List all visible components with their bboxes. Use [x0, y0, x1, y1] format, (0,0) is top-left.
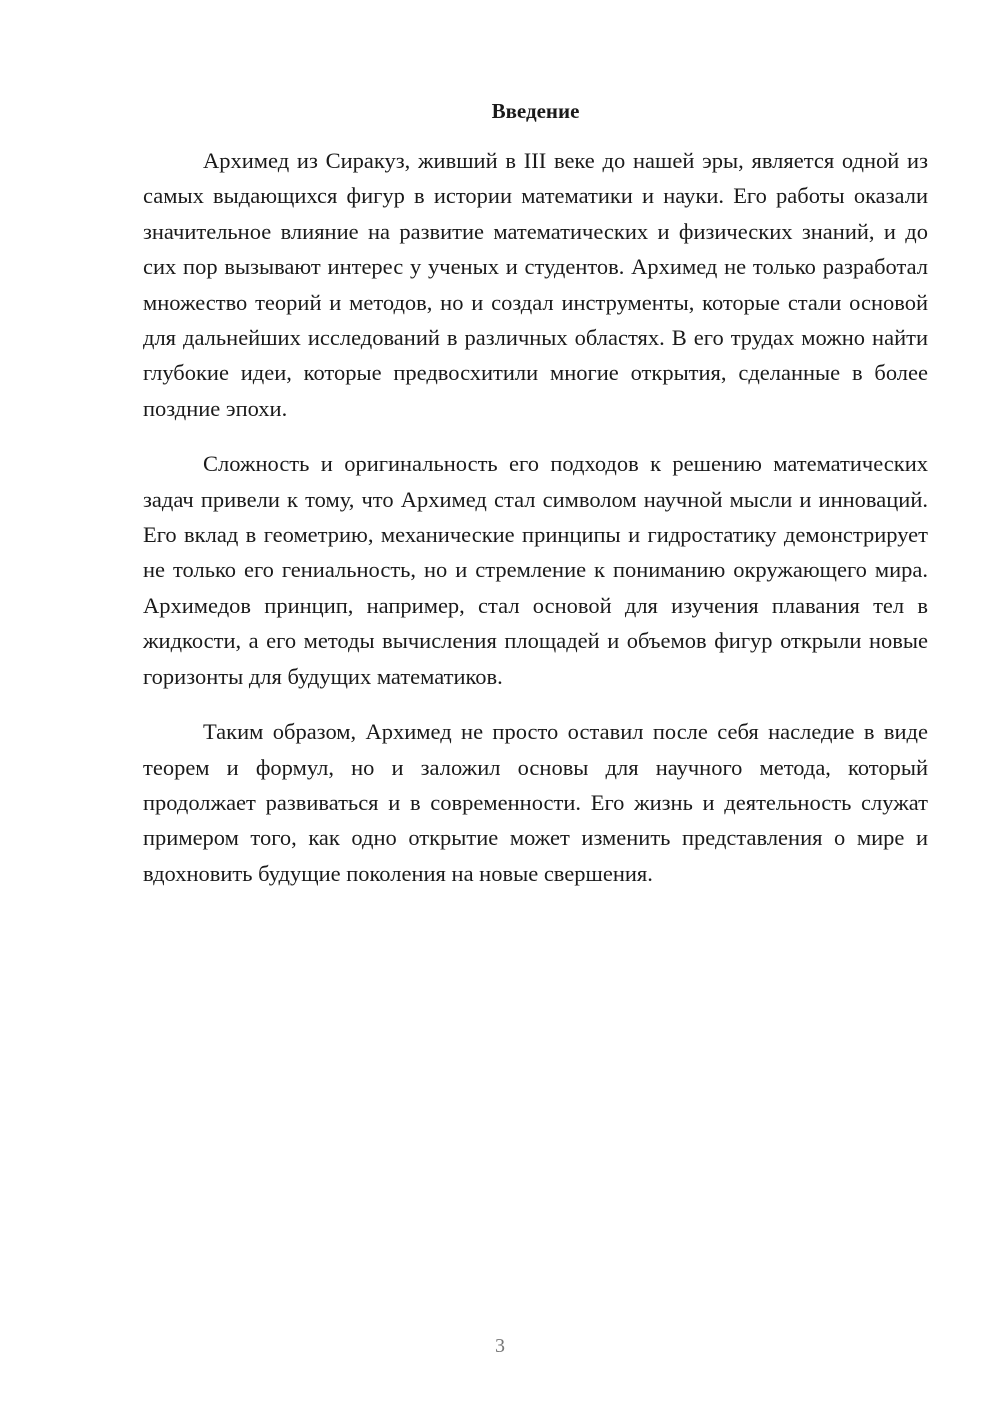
paragraph-intro: Архимед из Сиракуз, живший в III веке до нашей эры, является одной из самых выдающихся фигур в истории математики и науки. Его работы оказали значительное влияние на развитие математических и физических знаний, и до сих пор вызывают интерес у ученых и студентов. Архимед не только разработал множество теорий и методов, но и создал инструменты, которые стали основой для дальнейших исследований в различных областях. В его трудах можно найти глубокие идеи, которые предвосхитили многие открытия, сделанные в более поздние эпохи.: [143, 148, 928, 421]
paragraph-complexity: Сложность и оригинальность его подходов к решению математических задач привели к тому, что Архимед стал символом научной мысли и инноваций. Его вклад в геометрию, механические принципы и гидростатику демонстрирует не только его гениальность, но и стремление к пониманию окружающего мира. Архимедов принцип, например, стал основой для изучения плавания тел в жидкости, а его методы вычисления площадей и объемов фигур открыли новые горизонты для будущих математиков.: [143, 451, 928, 689]
page-number: 3: [495, 1335, 505, 1357]
paragraph-conclusion: Таким образом, Архимед не просто оставил после себя наследие в виде теорем и формул, но и заложил основы для научного метода, который продолжает развиваться и в современности. Его жизнь и деятельность служат примером того, как одно открытие может изменить представления о мире и вдохновить будущие поколения на новые свершения.: [143, 719, 928, 886]
page-content: [143, 96, 928, 891]
section-title: Введение: [491, 99, 580, 123]
